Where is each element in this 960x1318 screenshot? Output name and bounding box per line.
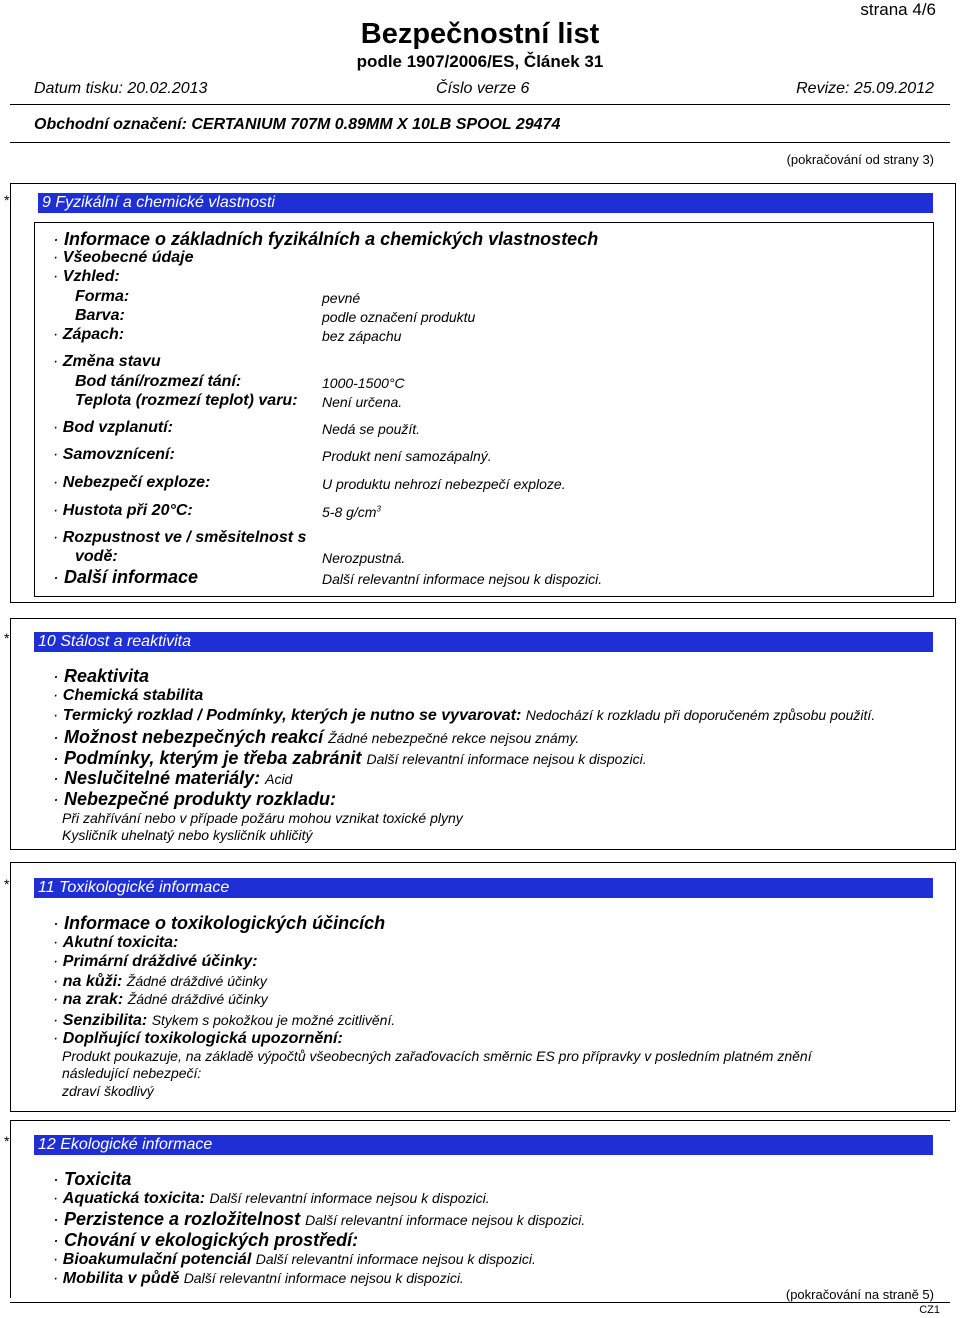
reactivity-label: · Reaktivita [53, 666, 150, 686]
state-change-label: · Změna stavu [53, 353, 161, 370]
flash-point-value: Nedá se použít. [322, 421, 421, 437]
toxicity-label: · Toxicita [53, 1169, 132, 1189]
incompatible-materials: · Neslučitelné materiály: Acid [53, 768, 293, 788]
continued-from: (pokračování od strany 3) [786, 152, 934, 167]
aquatic-toxicity: · Aquatická toxicita: Další relevantní informace nejsou k dispozici. [53, 1190, 490, 1207]
toxicological-effects-label: · Informace o toxikologických účincích [53, 913, 386, 933]
solubility-value: Nerozpustná. [322, 550, 406, 566]
explosion-hazard-label: · Nebezpečí exploze: [53, 474, 211, 491]
additional-toxicology-line-3: zdraví škodlivý [62, 1083, 154, 1099]
decomposition-products-line-2: Kysličník uhelnatý nebo kysličník uhličitý [62, 827, 313, 843]
additional-toxicology-line-2: následující nebezpečí: [62, 1065, 202, 1081]
acute-toxicity-label: · Akutní toxicita: [53, 934, 179, 951]
color-value: podle označení produktu [322, 309, 476, 325]
document-subtitle: podle 1907/2006/ES, Článek 31 [356, 52, 604, 71]
trade-name: Obchodní označení: CERTANIUM 707M 0.89MM X 10LB SPOOL 29474 [34, 116, 561, 133]
melting-point-label: Bod tání/rozmezí tání: [75, 373, 242, 390]
hazardous-reactions: · Možnost nebezpečných reakcí Žádné nebezpečné rekce nejsou známy. [53, 727, 580, 747]
primary-irritation-label: · Primární dráždivé účinky: [53, 953, 258, 970]
solubility-label-cont: vodě: [75, 548, 118, 565]
bioaccumulation: · Bioakumulační potenciál Další relevantní informace nejsou k dispozici. [53, 1251, 536, 1268]
change-marker: * [4, 1133, 10, 1149]
print-date: Datum tisku: 20.02.2013 [34, 80, 208, 97]
boiling-point-value: Není určena. [322, 394, 403, 410]
general-data: · Všeobecné údaje [53, 249, 194, 266]
continued-to: (pokračování na straně 5) [785, 1287, 934, 1302]
eye-irritation: · na zrak: Žádné dráždivé účinky [53, 991, 268, 1008]
density-value: 5-8 $g/cm^3$ [322, 504, 381, 520]
density-label: · Hustota při 20°C: [53, 502, 193, 519]
change-marker: * [4, 192, 10, 208]
soil-mobility: · Mobilita v půdě Další relevantní informace nejsou k dispozici. [53, 1270, 464, 1287]
other-info-label: · Další informace [53, 567, 199, 587]
form-value: pevné [322, 290, 361, 306]
additional-toxicology-label: · Doplňující toxikologická upozornění: [53, 1030, 343, 1047]
version-number: Číslo verze 6 [436, 80, 530, 97]
decomposition-products-line-1: Při zahřívání nebo v případe požáru mohou vznikat toxické plyny [62, 810, 463, 826]
language-code: CZ1 [919, 1304, 940, 1316]
section-12-left-rule [10, 1120, 11, 1298]
chemical-stability-label: · Chemická stabilita [53, 687, 204, 704]
boiling-point-label: Teplota (rozmezí teplot) varu: [75, 392, 298, 409]
appearance-label: · Vzhled: [53, 268, 120, 285]
skin-irritation: · na kůži: Žádné dráždivé účinky [53, 973, 267, 990]
conditions-to-avoid: · Podmínky, kterým je třeba zabránit Další relevantní informace nejsou k dispozici. [53, 748, 647, 768]
section-11-heading: 11 Toxikologické informace [34, 878, 933, 898]
self-ignition-value: Produkt není samozápalný. [322, 448, 492, 464]
solubility-label: · Rozpustnost ve / směsitelnost s [53, 529, 307, 546]
color-label: Barva: [75, 307, 125, 324]
footer-divider [10, 1302, 950, 1303]
sensitization: · Senzibilita: Stykem s pokožkou je možné zcitlivění. [53, 1012, 396, 1029]
thermal-decomposition: · Termický rozklad / Podmínky, kterých je nutno se vyvarovat: Nedochází k rozkladu při doporučeném způsobu použití. [53, 707, 876, 724]
explosion-hazard-value: U produktu nehrozí nebezpečí exploze. [322, 476, 566, 492]
change-marker: * [4, 876, 10, 892]
form-label: Forma: [75, 288, 130, 305]
environmental-behaviour-label: · Chování v ekologických prostředí: [53, 1230, 359, 1250]
odor-label: · Zápach: [53, 326, 125, 343]
decomposition-products-label: · Nebezpečné produkty rozkladu: [53, 789, 337, 809]
flash-point-label: · Bod vzplanutí: [53, 419, 173, 436]
additional-toxicology-line-1: Produkt poukazuje, na základě výpočtů všeobecných zařaďovacích směrnic ES pro přípravky v posledním platném znění [62, 1048, 812, 1064]
page-number: strana 4/6 [860, 0, 936, 19]
section-12-heading: 12 Ekologické informace [34, 1135, 933, 1155]
section-9-heading: 9 Fyzikální a chemické vlastnosti [38, 193, 933, 213]
document-title: Bezpečnostní list [360, 18, 600, 50]
section-10-heading: 10 Stálost a reaktivita [34, 632, 933, 652]
header-divider [10, 104, 950, 105]
other-info-value: Další relevantní informace nejsou k dispozici. [322, 571, 603, 587]
section-12-top-rule [10, 1120, 950, 1121]
phys-chem-info-heading: · Informace o základních fyzikálních a chemických vlastnostech [53, 229, 599, 249]
change-marker: * [4, 630, 10, 646]
odor-value: bez zápachu [322, 328, 402, 344]
trade-name-divider [10, 142, 950, 143]
revision-date: Revize: 25.09.2012 [796, 80, 934, 97]
self-ignition-label: · Samovznícení: [53, 446, 175, 463]
persistence-degradability: · Perzistence a rozložitelnost Další relevantní informace nejsou k dispozici. [53, 1209, 586, 1229]
melting-point-value: 1000-1500°C [322, 375, 405, 391]
